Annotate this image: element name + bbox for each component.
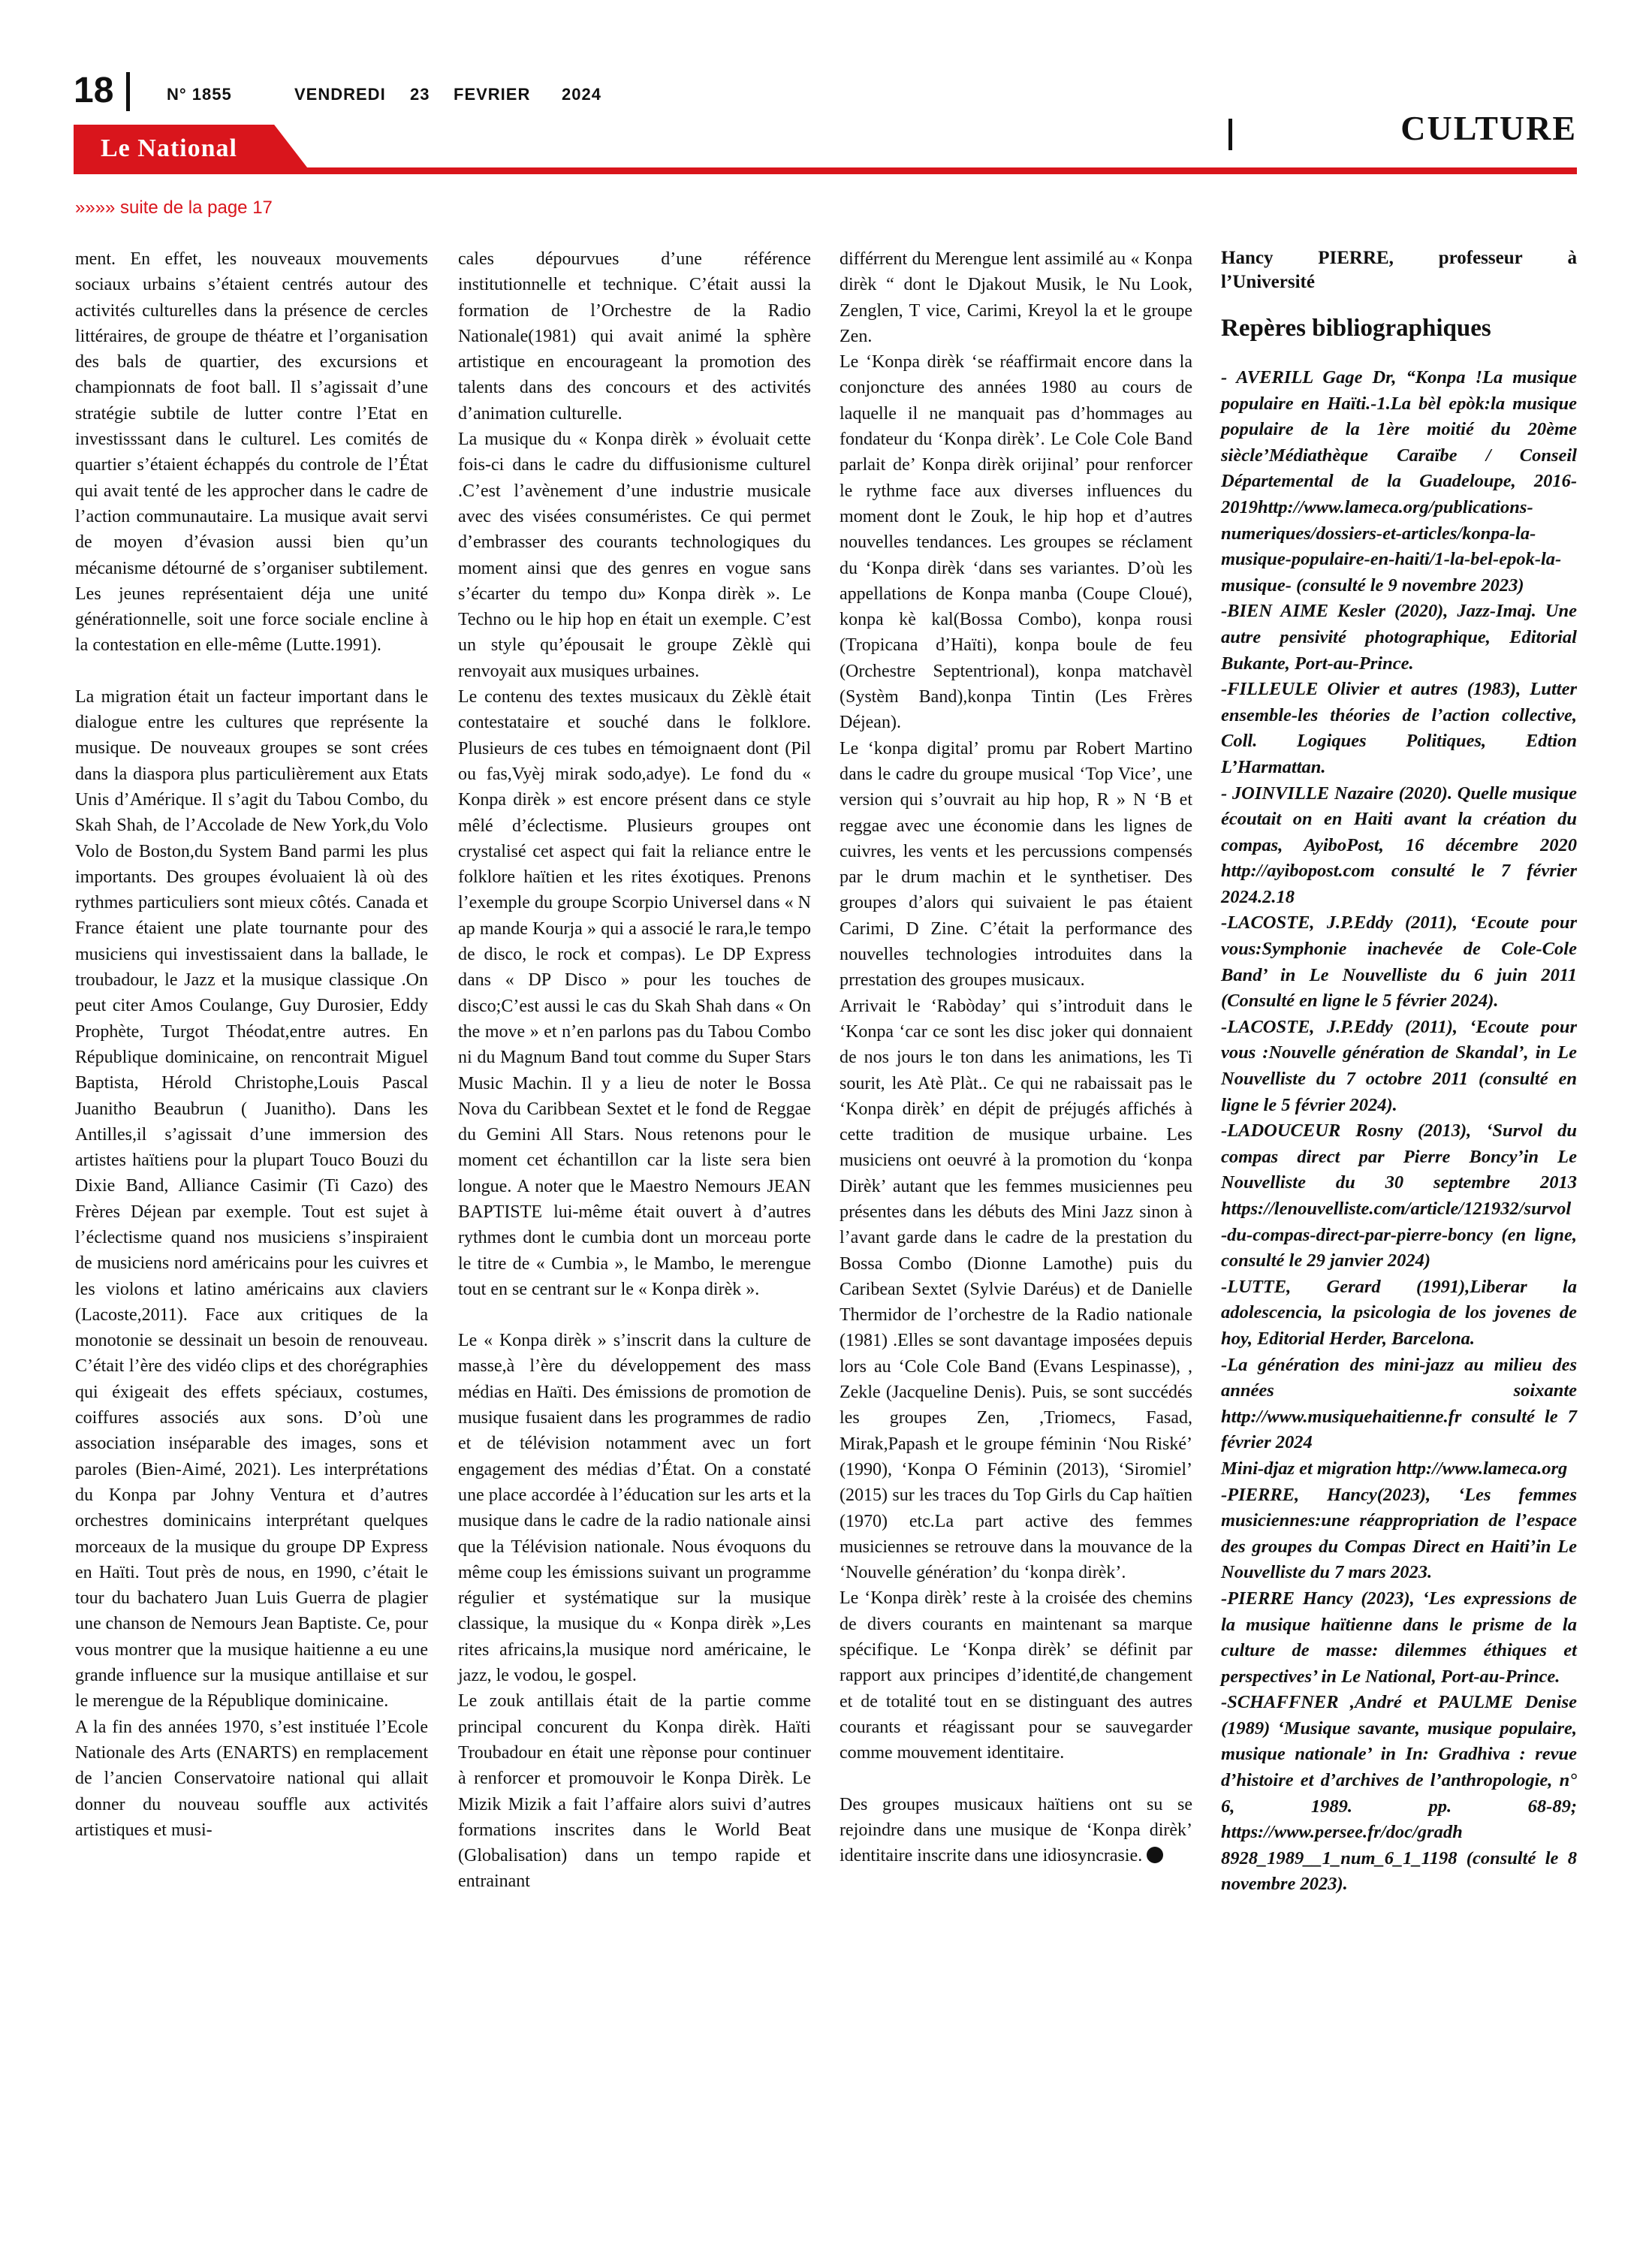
header-divider [126,72,130,111]
paragraph: Arrivait le ‘Rabòday’ qui s’introduit dans le ‘Konpa ‘car ce sont les disc joker qui donnaient de nos jours le ton dans les animations, les Ti sourit, les Atè Plàt.. Ce qui ne rabaissait pas le ‘Konpa dirèk’ en dépit de préjugés affichés à cette tradition de musique urbaine. Les musiciens ont oeuvré à la promotion du ‘konpa Dirèk’ autant que les femmes musiciennes peu présentes dans les débuts des Mini Jazz sinon à l’avant garde dans le cadre de la prestation du Bossa Combo (Dionne Lamothe) puis du Caribean Sextet (Sylvie Daréus) et de Danielle Thermidor de l’orchestre de la Radio nationale (1981) .Elles se sont davantage imposées depuis lors au ‘Cole Cole Band (Evans Lespinasse), , Zekle (Jacqueline Denis). Puis, se sont succédés les groupes Zen, ,Triomecs, Fasad, Mirak,Papash et le groupe féminin ‘Nou Riské’ (1990), ‘Konpa O Féminin (2013), ‘Siromiel’ (2015) sur les traces du Top Girls du Cap haïtien (1970) etc.La part active des femmes musiciennes se retrouve dans la mouvance de la ‘Nouvelle génération’ du ‘konpa dirèk’. [840,996,1192,1583]
publication-name[interactable]: Le National [101,134,237,162]
paragraph: A la fin des années 1970, s’est instituée l’Ecole Nationale des Arts (ENARTS) en remplacement de l’ancien Conservatoire national qui allait donner du nouveau souffle aux activités artistiques et musi- [75,1717,428,1840]
paragraph-text: Des groupes musicaux haïtiens ont su se rejoindre dans une musique de ‘Konpa dirèk’ identitaire inscrite dans une idiosyncrasie. [840,1794,1192,1866]
paragraph: La migration était un facteur important dans le dialogue entre les cultures que représente la musique. De nouveaux groupes se sont crées dans la diaspora plus particulièrement aux Etats Unis d’Amérique. Il s’agit du Tabou Combo, du Skah Shah, de l’Accolade de New York,du Volo Volo de Boston,du System Band parmi les plus importants. Des groupes évoluaient là où des rythmes particuliers sont mieux côtés. Canada et France étaient une plate tournante pour des musiciens qui investissaient dans la ballade, le troubadour, le Jazz et la musique classique .On peut citer Amos Coulange, Guy Durosier, Eddy Prophète, Turgot Théodat,entre autres. En République dominicaine, on rencontrait Miguel Baptista, Hérold Christophe,Louis Pascal Juanitho Beaubrun ( Juanitho). Dans les Antilles,il s’agissait d’une immersion des artistes haïtiens pour la plupart Touco Bouzi du Dixie Band, Alliance Casimir (Ti Cazo) des Frères Déjean par exemple. Tout est sujet à l’éclectisme quand nos musiciens s’inspiraient de musiciens nord américains pour les cuivres et les violons et latino américains aux claviers (Lacoste,2011). Face aux critiques de la monotonie se dessinait un besoin de renouveau. C’était l’ère des vidéo clips et des chorégraphies qui éxigeait des effets spéciaux, costumes, coiffures associés aux sons. D’où une association inséparable des images, sons et paroles (Bien-Aimé, 2021). Les interprétations du Konpa par Johny Ventura et d’autres orchestres dominicains interprétant quelques morceaux de la musique du groupe DP Express en Haïti. Tout près de nous, en 1990, c’était le tour du bachatero Juan Luis Guerra de plagier une chanson de Nemours Jean Baptiste. Ce, pour vous montrer que la musique haitienne a eu une grande influence sur la musique antillaise et sur le merengue de la République dominicaine. [75,686,428,1712]
article-column-1 [75,246,428,1843]
bibliography-entry: -LADOUCEUR Rosny (2013), ‘Survol du compas direct par Pierre Boncy’in Le Nouvelliste du 30 septembre 2013 https://lenouvelliste.com/article/121932/survol-du-compas-direct-par-pierre-boncy (en ligne, consulté le 29 janvier 2024) [1221,1120,1577,1271]
end-of-article-icon [1147,1847,1163,1863]
weekday: VENDREDI [294,85,386,104]
paragraph: Le ‘konpa digital’ promu par Robert Martino dans le cadre du groupe musical ‘Top Vice’, une version qui s’ouvrait au hip hop, R » N ‘B et reggae avec une économie dans les lignes de cuivres, les vents et les percussions compensés par le drum machin et le synthetiser. Des groupes d’alors qui suivaient le pas étaient Carimi, D Zine. C’était la performance des nouvelles technologies introduites dans la prrestation des groupes musicaux. [840,738,1192,991]
day: 23 [410,85,430,104]
bibliography-heading: Repères bibliographiques [1221,315,1491,342]
author-last-name: PIERRE, [1318,248,1394,268]
paragraph: Le « Konpa dirèk » s’inscrit dans la culture de masse,à l’ère du développement des mass médias en Haïti. Des émissions de promotion de musique fusaient dans les programmes de radio et de télévision notamment avec un fort engagement des médias d’État. On a constaté une place accordée à l’éducation sur les arts et la musique dans le cadre de la radio nationale ainsi que la Télévision nationale. Nous évoquons du même coup les émissions suivant un programme régulier et systématique sur la musique classique, la musique du « Konpa dirèk »,Les rites africains,la musique nord américaine, le jazz, le vodou, le gospel. [458,1331,811,1686]
bibliography-entry: -BIEN AIME Kesler (2020), Jazz-Imaj. Une autre pensivité photographique, Editorial Bukante, Port-au-Prince. [1221,601,1577,674]
bibliography-entry: -La génération des mini-jazz au milieu des années soixante http://www.musiquehaitienne.fr consulté le 7 février 2024 [1221,1354,1577,1453]
bibliography-entry: -PIERRE, Hancy(2023), ‘Les femmes musiciennes:une réappropriation de l’espace des groupes du Compas Direct en Haiti’in Le Nouvelliste du 7 mars 2023. [1221,1484,1577,1583]
paragraph: différrent du Merengue lent assimilé au « Konpa dirèk “ dont le Djakout Musik, le Nu Look, Zenglen, T vice, Carimi, Kreyol la et le groupe Zen. [840,249,1192,346]
bibliography-entry: -LACOSTE, J.P.Eddy (2011), ‘Ecoute pour vous :Nouvelle génération de Skandal’, in Le Nouvelliste du 7 octobre 2011 (consulté en ligne le 5 février 2024). [1221,1016,1577,1115]
paragraph: La musique du « Konpa dirèk » évoluait cette fois-ci dans le cadre du diffusionisme culturel .C’est l’avènement d’une industrie musicale avec des visées consuméristes. Ce qui permet d’embrasser des courants technologiques du moment ainsi que des genres en vogue sans s’écarter du tempo du» Konpa dirèk ». Le Techno ou le hip hop en était un exemple. C’est un style qu’épousait le groupe Zèklè qui renvoyait aux musiques urbaines. [458,430,811,681]
author-line [1221,246,1577,270]
month: FEVRIER [454,85,531,104]
bibliography-entry: -SCHAFFNER ,André et PAULME Denise (1989) ‘Musique savante, musique populaire, musique nationale’ in In: Gradhiva : revue d’histoire et d’archives de l’anthropologie, n° 6, 1989. pp. 68-89; https://www.persee.fr/doc/gradh 8928_1989__1_num_6_1_1198 (consulté le 8 novembre 2023). [1221,1692,1577,1895]
bibliography-entry: -PIERRE Hancy (2023), ‘Les expressions de la musique haïtienne dans le prisme de la culture de masse: dilemmes éthiques et perspectives’ in Le National, Port-au-Prince. [1221,1588,1577,1687]
article-column-3 [840,246,1192,1868]
author-role: professeur [1438,248,1523,268]
bibliography-entry: -LUTTE, Gerard (1991),Liberar la adolescencia, la psicologia de los jovenes de hoy, Editorial Herder, Barcelona. [1221,1276,1577,1349]
bibliography-entry: - JOINVILLE Nazaire (2020). Quelle musique écoutait on en Haiti avant la création du compas, AyiboPost, 16 décembre 2020 http://ayibopost.com consulté le 7 février 2024.2.18 [1221,783,1577,907]
paragraph: cales dépourvues d’une référence institutionnelle et technique. C’était aussi la formation de l’Orchestre de la Radio Nationale(1981) qui avait animé la sphère artistique en encourageant la promotion des talents dans des concours et des activités d’animation culturelle. [458,249,811,424]
section-title: CULTURE [1400,109,1577,147]
bibliography-entry: Mini-djaz et migration http://www.lameca.org [1221,1458,1568,1479]
section-divider [1228,119,1232,150]
page-number: 18 [74,71,114,110]
paragraph: ment. En effet, les nouveaux mouvements sociaux urbains s’étaient centrés autour des activités culturelles dans la présence de cercles littéraires, de groupe de théatre et l’organisation des bals de quartier, des excursions et championnats de foot ball. Il s’agissait d’une stratégie subtile de lutter contre l’Etat en investisssant dans le culturel. Les comités de quartier s’étaient échappés du controle de l’État qui avait tenté de les approcher dans le cadre de l’action communautaire. La musique avait servi de moyen d’évasion aussi bien qu’un mécanisme détourné de s’organiser subtilement. Les jeunes représentaient déja une unité générationnelle, soit une force sociale encline à la contestation en elle-même (Lutte.1991). [75,249,428,656]
bibliography-entry: -FILLEULE Olivier et autres (1983), Lutter ensemble-les théories de l’action collective, Coll. Logiques Politiques, Edtion L’Harmattan. [1221,679,1577,777]
author-preposition: à [1567,248,1577,268]
continuation-note: »»»» suite de la page 17 [75,198,273,218]
year: 2024 [562,85,601,104]
author-first-name: Hancy [1221,248,1274,268]
article-column-2 [458,246,811,1895]
issue-number: N° 1855 [167,85,232,104]
bibliography-entry: -LACOSTE, J.P.Eddy (2011), ‘Ecoute pour vous:Symphonie inachevée de Cole-Cole Band’ in Le Nouvelliste du 6 juin 2011 (Consulté en ligne le 5 février 2024). [1221,912,1577,1012]
paragraph: Le contenu des textes musicaux du Zèklè était contestataire et souché dans le folklore. Plusieurs de ces tubes en témoignaent dont (Pil ou fas,Vyèj mirak sodo,adye). Le fond du « Konpa dirèk » est encore présent dans ce style mêlé d’éclectisme. Plusieurs groupes ont crystalisé cet aspect qui fait la reliance entre le folklore haïtien et les rites éxotiques. Prenons l’exemple du groupe Scorpio Universel dans « N ap mande Kourja » qui a associé le rara,le tempo de disco, le rock et compas). Le DP Express dans « DP Disco » pour les touches de disco;C’est aussi le cas du Skah Shah dans « On the move » et n’en parlons pas du Tabou Combo ni du Magnum Band tout comme du Super Stars Music Machin. Il y a lieu de noter le Bossa Nova du Caribbean Sextet et le fond de Reggae du Gemini All Stars. Nous retenons pour le moment cet échantillon car la liste sera bien longue. A noter que le Maestro Nemours JEAN BAPTISTE lui-même était ouvert à d’autres rythmes dont le cumbia dont un morceau porte le titre de « Cumbia », le Mambo, le merengue tout en se centrant sur le « Konpa dirèk ». [458,687,811,1299]
paragraph: Le zouk antillais était de la partie comme principal concurent du Konpa dirèk. Haïti Troubadour en était une rèponse pour continuer à renforcer et promouvoir le Konpa Dirèk. Le Mizik Mizik a fait l’affaire alors suivi d’autres formations inscrites dans le World Beat (Globalisation) dans un tempo rapide et entrainant [458,1691,811,1892]
paragraph: Le ‘Konpa dirèk’ reste à la croisée des chemins de divers courants en maintenant sa marque spécifique. Le ‘Konpa dirèk’ se définit par rapport aux principes d’identité,de changement et de totalité tout en se distinguant des autres courants et réagissant pour se sauvegarder comme mouvement identitaire. [840,1588,1192,1763]
bibliography-entry: - AVERILL Gage Dr, “Konpa !La musique populaire en Haïti.-1.La bèl epòk:la musique populaire de la 1ère moitié du 20ème siècle’Médiathèque Caraïbe / Conseil Départemental de la Guadeloupe, 2016-2019http://www.lameca.org/publications-numeriques/dossiers-et-articles/konpa-la-musique-populaire-en-haiti/1-la-bel-epok-la-musique- (consulté le 9 novembre 2023) [1221,367,1577,596]
paragraph-final [840,1792,1192,1869]
sidebar-column [1221,246,1577,1898]
author-affiliation: l’Université [1221,272,1315,292]
paragraph: Le ‘Konpa dirèk ‘se réaffirmait encore dans la conjoncture des années 1980 au cours de laquelle il ne manquait pas d’hommages au fondateur du ‘Konpa dirèk’. Le Cole Cole Band parlait de’ Konpa dirèk orijinal’ pour renforcer le rythme face aux diverses influences du moment dont le Zouk, le hip hop et d’autres nouvelles tendances. Les groupes se réclament du ‘Konpa dirèk ‘dans ses variantes. D’où les appellations de Konpa manba (Coupe Cloué), konpa kè kal(Bossa Combo), konpa rousi (Tropicana d’Haïti), konpa boule de feu (Orchestre Septentrional), konpa matchavèl (Systèm Band),konpa Tintin (Les Frères Déjean). [840,352,1192,733]
